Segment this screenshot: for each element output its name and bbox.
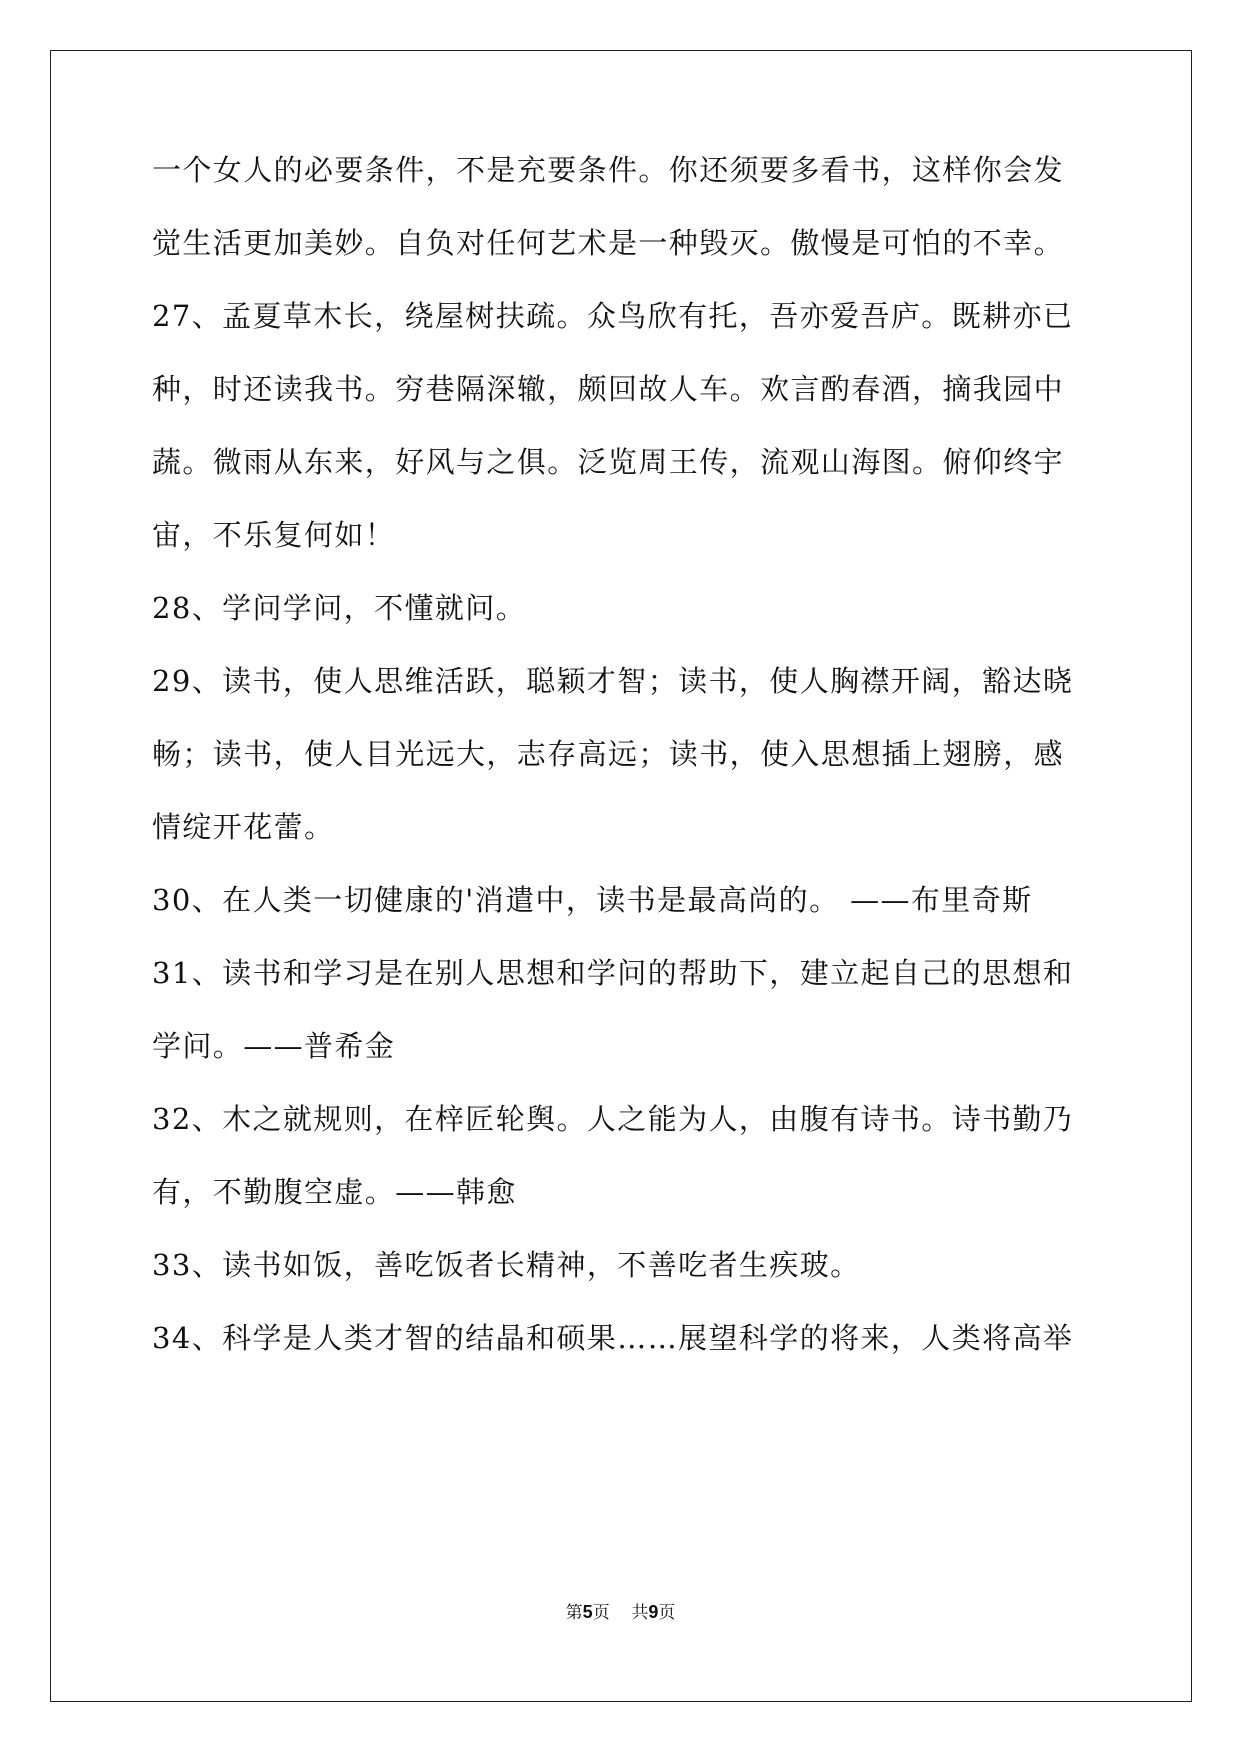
text-line: 31、读书和学习是在别人思想和学问的帮助下，建立起自己的思想和 [152,956,1074,990]
footer-total-prefix: 共 [631,1603,649,1623]
text-line: 32、木之就规则，在梓匠轮舆。人之能为人，由腹有诗书。诗书勤乃 [152,1102,1074,1136]
text-line: 29、读书，使人思维活跃，聪颖才智；读书，使人胸襟开阔，豁达晓 [152,664,1074,698]
text-line: 28、学问学问，不懂就问。 [152,591,527,625]
text-line: 33、读书如饭，善吃饭者长精神，不善吃者生疾玻。 [152,1248,861,1282]
text-line: 畅；读书，使人目光远大，志存高远；读书，使入思想插上翅膀，感 [152,737,1065,771]
text-line: 蔬。微雨从东来，好风与之俱。泛览周王传，流观山海图。俯仰终宇 [152,445,1065,479]
text-line: 种，时还读我书。穷巷隔深辙，颇回故人车。欢言酌春酒，摘我园中 [152,372,1065,406]
page-number: 5 [582,1602,593,1622]
footer-page-suffix: 页 [592,1603,610,1623]
footer-total-suffix: 页 [658,1603,676,1623]
text-line: 宙，不乐复何如！ [152,518,396,552]
text-line: 34、科学是人类才智的结晶和硕果……展望科学的将来，人类将高举 [152,1321,1074,1355]
text-line: 觉生活更加美妙。自负对任何艺术是一种毁灭。傲慢是可怕的不幸。 [152,226,1065,260]
footer-prefix: 第 [565,1603,583,1623]
text-line: 情绽开花蕾。 [152,810,335,844]
text-line: 学问。——普希金 [152,1029,396,1063]
text-line: 30、在人类一切健康的'消遣中，读书是最高尚的。 ——布里奇斯 [152,883,1033,917]
text-line: 一个女人的必要条件，不是充要条件。你还须要多看书，这样你会发 [152,153,1065,187]
page-footer [0,1598,1241,1623]
total-pages: 9 [648,1602,659,1622]
text-line: 有，不勤腹空虚。——韩愈 [152,1175,517,1209]
text-line: 27、孟夏草木长，绕屋树扶疏。众鸟欣有托，吾亦爱吾庐。既耕亦已 [152,299,1074,333]
